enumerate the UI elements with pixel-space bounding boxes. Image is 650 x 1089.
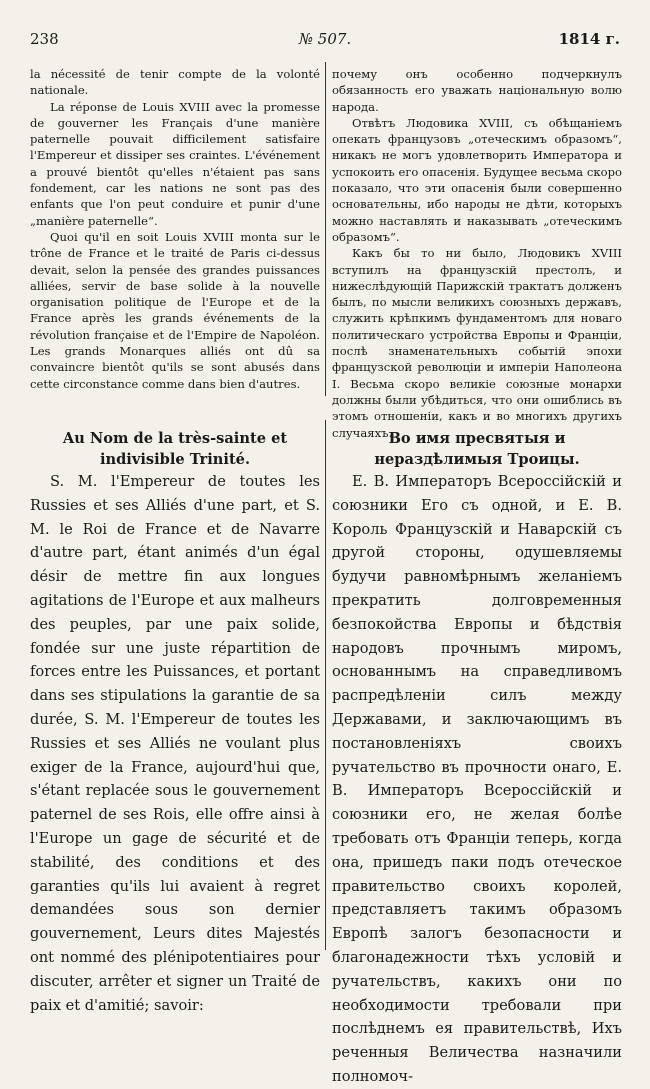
paragraph: la nécessité de tenir compte de la volonté nationale. <box>30 67 320 98</box>
paragraph: почему онъ особенно подчеркнулъ обязанность его уважать національную волю народа. <box>332 67 622 114</box>
page-number: 238 <box>30 30 59 48</box>
section-title-russian: Во имя пресвятыя и нераздѣлимыя Троицы. <box>374 430 580 468</box>
year: 1814 г. <box>558 30 620 48</box>
paragraph: S. M. l'Empereur de toutes les Russies et ses Alliés d'une part, et S. M. le Roi de France et de Navarre d'autre part, étant animés d'un égal désir de mettre fin aux longues agitations de l'Europe et aux malheurs des peuples, par une paix solide, fondée sur une juste répartition de forces entre les Puissances, et portant dans ses stipulations la garantie de sa durée, S. M. l'Empereur de toutes les Russies et ses Alliés ne voulant plus exiger de la France, aujourd'hui que, s'étant replacée sous le gouvernement paternel de ses Rois, elle offre ainsi à l'Europe un gage de sécurité et de stabilité, des conditions et des garanties qu'ils lui avaient à regret demandées sous son dernier gouvernement, Leurs dites Majestés ont nommé des plénipotentiaires pour discuter, arrêter et signer un Traité de paix et d'amitié; savoir: <box>30 473 320 1014</box>
paragraph: Е. В. Императоръ Всероссійскій и союзники Его съ одной, и Е. В. Король Французскій и Наварскій съ другой стороны, одушевляемы будучи равномѣрнымъ желаніемъ прекратить долговременныя безпокойства Европы и бѣдствія народовъ прочнымъ миромъ, основаннымъ на справедливомъ распредѣленіи силъ между Державами, и заключающимъ въ постановленіяхъ своихъ ручательство въ прочности онаго, Е. В. Императоръ Всероссійскій и союзники его, не желая болѣе требовать отъ Франціи теперь, когда она, пришедъ паки подъ отеческое правительство своихъ королей, представляетъ такимъ образомъ Европѣ залогъ безопасности и благонадежности тѣхъ условій и ручательствъ, какихъ они по необходимости требовали при послѣднемъ ея правительствѣ, Ихъ реченныя Величества назначили полномоч- <box>332 473 622 1085</box>
paragraph: Quoi qu'il en soit Louis XVIII monta sur le trône de France et le traité de Paris ci-dessus devait, selon la pensée des grandes puissances alliées, servir de base solide à la nouvelle organisation politique de l'Europe et de la France après les grands événements de la révolution française et de l'Empire de Napoléon. Les grands Monarques alliés ont dû sa convaincre bientôt qu'ils se sont abusés dans cette circonstance comme dans bien d'autres. <box>30 229 320 391</box>
column-divider-bottom <box>325 420 326 950</box>
document-number: № 507. <box>298 30 352 48</box>
top-right-column <box>332 66 622 441</box>
top-left-column <box>30 66 320 392</box>
column-divider-top <box>325 62 326 396</box>
paragraph: Отвѣтъ Людовика XVIII, съ обѣщаніемъ опекать французовъ „отеческимъ образомъ“, никакъ не могъ удовлетворить Императора и успокоить его опасенія. Будущее весьма скоро показало, что эти опасенія были совершенно основательны, ибо народы не дѣти, которыхъ можно наставлять и наказывать „отеческимъ образомъ“. <box>332 115 622 244</box>
bottom-right-column <box>332 470 622 1089</box>
section-title-french: Au Nom de la très-sainte et indivisible Trinité. <box>62 430 288 468</box>
bottom-left-column <box>30 470 320 1017</box>
paragraph: Какъ бы то ни было, Людовикъ XVIII вступилъ на французскій престолъ, и нижеслѣдующій Парижскій трактатъ долженъ былъ, по мысли великихъ союзныхъ державъ, служить крѣпкимъ фундаментомъ для новаго политическаго устройства Европы и Франціи, послѣ знаменательныхъ событій эпохи французской революціи и имперіи Наполеона I. Весьма скоро великіе союзные монархи должны были убѣдиться, что они ошиблись въ этомъ отношеніи, какъ и во многихъ другихъ случаяхъ. <box>332 246 622 440</box>
paragraph: La réponse de Louis XVIII avec la promesse de gouverner les Français d'une manière paternelle pouvait difficilement satisfaire l'Empereur et dissiper ses craintes. L'événement a prouvé bientôt qu'elles n'étaient pas sans fondement, car les nations ne sont pas des enfants que l'on peut conduire et punir d'une „manière paternelle“. <box>30 99 320 228</box>
